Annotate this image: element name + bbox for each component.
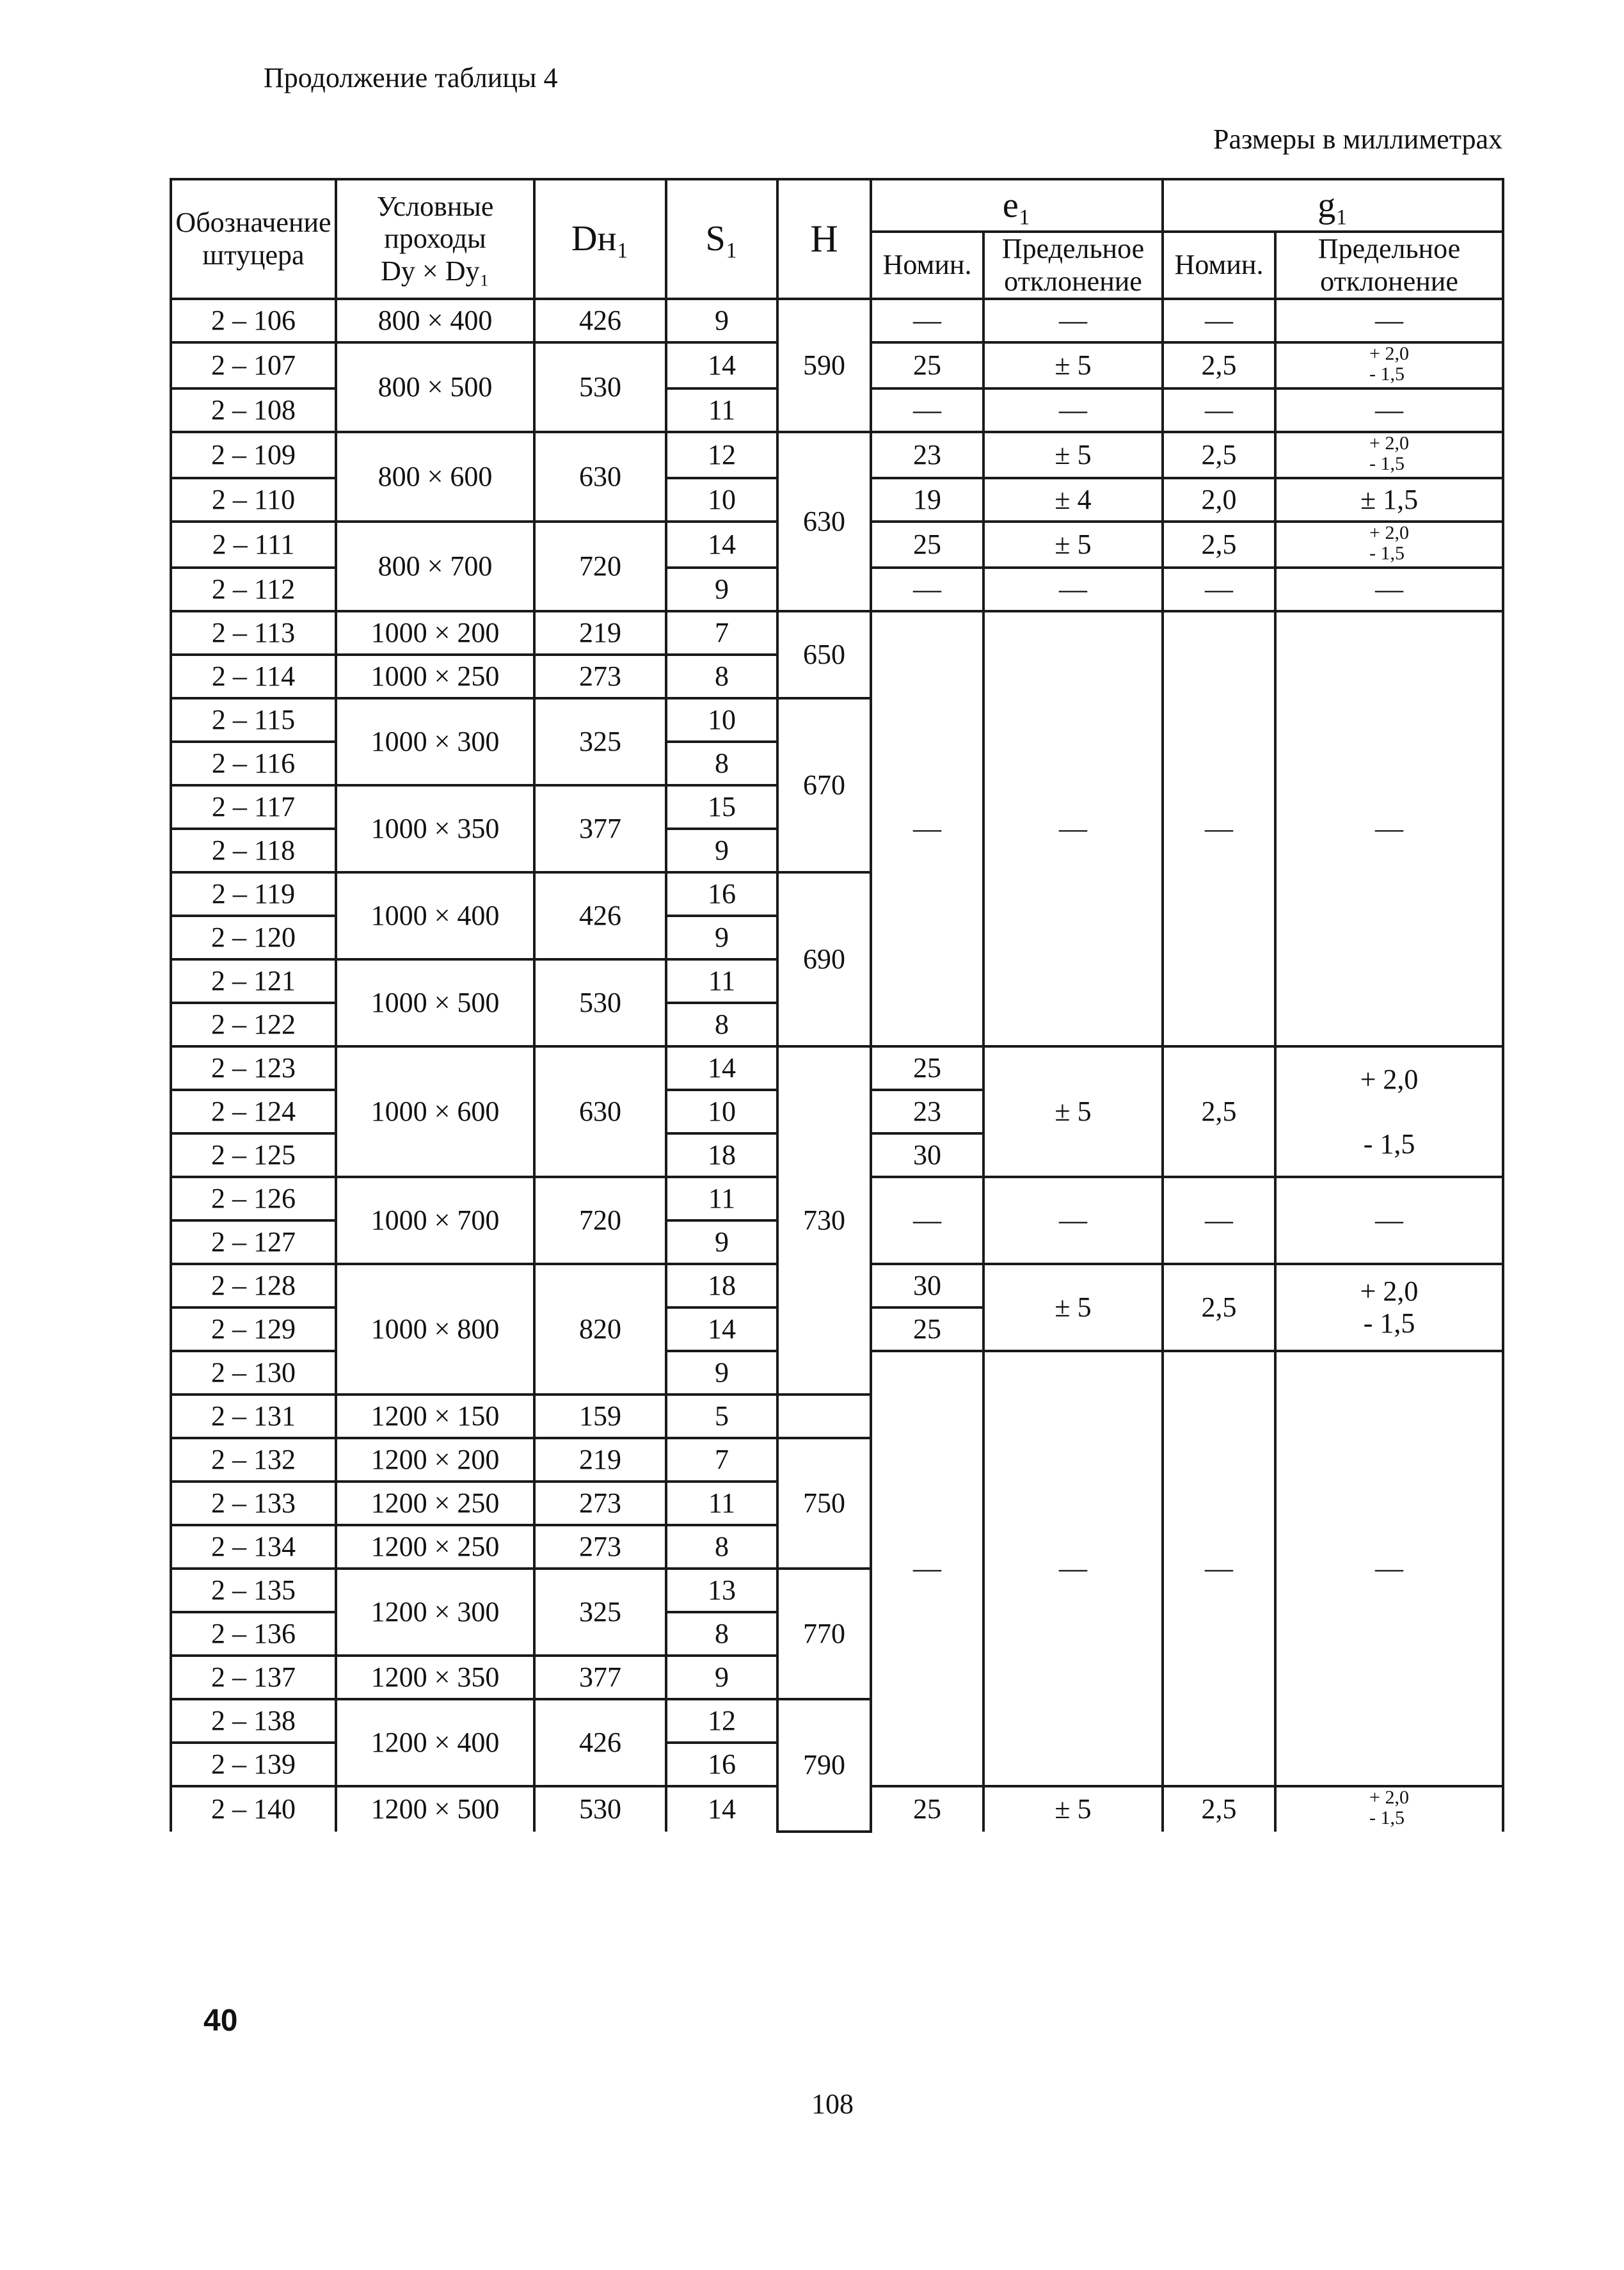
s-cell: 9 [666,299,777,342]
designation-cell: 2 – 126 [171,1177,336,1220]
minus-value: - 1,5 [1363,1307,1415,1339]
g-deviation-cell [1275,1786,1503,1831]
designation-cell: 2 – 108 [171,388,336,432]
header-e: e₁ [871,179,1163,232]
e-nominal-cell: — [871,1177,983,1264]
passes-cell: 1000 × 350 [336,785,534,872]
page-number-left: 40 [203,2004,238,2038]
dn-cell: 426 [534,872,666,959]
passes-cell: 1000 × 250 [336,655,534,698]
minus-value: - 1,5 [1369,363,1405,385]
designation-cell: 2 – 137 [171,1656,336,1699]
passes-cell: 1200 × 350 [336,1656,534,1699]
s-cell: 9 [666,916,777,959]
passes-cell: 1200 × 300 [336,1569,534,1656]
dn-cell: 426 [534,1699,666,1786]
passes-cell: 1000 × 300 [336,698,534,785]
dn-cell: 377 [534,785,666,872]
table-row [171,1046,1503,1090]
dn-cell: 530 [534,1786,666,1831]
g-nominal-cell: — [1163,299,1275,342]
s-cell: 15 [666,785,777,829]
header-h: H [777,179,871,299]
designation-cell: 2 – 134 [171,1525,336,1569]
header-g-deviation: Предельное отклонение [1275,232,1503,299]
plus-value: + 2,0 [1369,343,1409,365]
designation-cell: 2 – 109 [171,432,336,478]
s-cell: 8 [666,1612,777,1656]
g-nominal-cell: — [1163,1177,1275,1264]
designation-cell: 2 – 115 [171,698,336,742]
g-deviation-cell: — [1275,1177,1503,1264]
s-cell: 9 [666,1220,777,1264]
h-cell: 790 [777,1699,871,1831]
h-cell: 770 [777,1569,871,1699]
dn-cell: 720 [534,1177,666,1264]
s-cell: 18 [666,1264,777,1307]
g-deviation-cell [1275,432,1503,478]
e-deviation-cell: ± 5 [983,1046,1163,1177]
s-cell: 11 [666,388,777,432]
s-cell: 5 [666,1395,777,1438]
dn-cell: 377 [534,1656,666,1699]
g-nominal-cell: — [1163,568,1275,611]
s-cell: 8 [666,655,777,698]
passes-cell: 1000 × 200 [336,611,534,655]
designation-cell: 2 – 128 [171,1264,336,1307]
designation-cell: 2 – 123 [171,1046,336,1090]
e-deviation-cell: — [983,1177,1163,1264]
e-deviation-cell: — [983,611,1163,1046]
g-deviation-cell [1275,1264,1503,1351]
dn-cell: 219 [534,611,666,655]
e-nominal-cell: 25 [871,1307,983,1351]
s-cell: 8 [666,742,777,785]
passes-cell: 1000 × 400 [336,872,534,959]
s-cell: 11 [666,1177,777,1220]
plus-value: + 2,0 [1369,433,1409,454]
table-row [171,299,1503,342]
s-cell: 11 [666,1482,777,1525]
dn-cell: 273 [534,1525,666,1569]
e-nominal-cell: 25 [871,342,983,388]
g-deviation-cell: — [1275,1351,1503,1786]
minus-value: - 1,5 [1369,452,1405,474]
e-deviation-cell: ± 5 [983,1786,1163,1831]
designation-cell: 2 – 116 [171,742,336,785]
passes-cell: 1000 × 500 [336,959,534,1046]
header-e-nominal: Номин. [871,232,983,299]
dn-cell: 219 [534,1438,666,1482]
designation-cell: 2 – 113 [171,611,336,655]
s-cell: 13 [666,1569,777,1612]
s-cell: 9 [666,1656,777,1699]
table-row [171,611,1503,655]
dn-cell: 273 [534,1482,666,1525]
passes-cell: 1200 × 400 [336,1699,534,1786]
s-cell: 8 [666,1525,777,1569]
g-nominal-cell: 2,5 [1163,342,1275,388]
designation-cell: 2 – 129 [171,1307,336,1351]
s-cell: 7 [666,611,777,655]
passes-cell: 1200 × 150 [336,1395,534,1438]
g-nominal-cell: 2,0 [1163,478,1275,522]
designation-cell: 2 – 127 [171,1220,336,1264]
s-cell: 16 [666,872,777,916]
s-cell: 16 [666,1743,777,1786]
designation-cell: 2 – 106 [171,299,336,342]
e-nominal-cell: 25 [871,522,983,568]
e-nominal-cell: — [871,611,983,1046]
designation-cell: 2 – 138 [171,1699,336,1743]
minus-value: - 1,5 [1369,1807,1405,1828]
designation-cell: 2 – 110 [171,478,336,522]
e-deviation-cell: ± 5 [983,522,1163,568]
dn-cell: 630 [534,432,666,522]
table-row [171,432,1503,478]
header-dn: Dн₁ [534,179,666,299]
fitting-dimensions-table [170,178,1504,1833]
header-passes [336,179,534,299]
passes-cell: 800 × 600 [336,432,534,522]
designation-cell: 2 – 117 [171,785,336,829]
g-deviation-cell: — [1275,611,1503,1046]
e-nominal-cell: 19 [871,478,983,522]
s-cell: 18 [666,1133,777,1177]
dn-cell: 273 [534,655,666,698]
table-caption: Продолжение таблицы 4 [264,62,558,93]
passes-cell: 1000 × 700 [336,1177,534,1264]
designation-cell: 2 – 111 [171,522,336,568]
e-nominal-cell: — [871,568,983,611]
h-cell: 630 [777,432,871,611]
e-nominal-cell: 23 [871,432,983,478]
s-cell: 14 [666,1046,777,1090]
designation-cell: 2 – 107 [171,342,336,388]
designation-cell: 2 – 136 [171,1612,336,1656]
s-cell: 12 [666,1699,777,1743]
h-cell: 750 [777,1438,871,1569]
designation-cell: 2 – 124 [171,1090,336,1133]
designation-cell: 2 – 132 [171,1438,336,1482]
h-cell: 650 [777,611,871,698]
passes-cell: 1200 × 500 [336,1786,534,1831]
s-cell: 14 [666,1786,777,1831]
designation-cell: 2 – 114 [171,655,336,698]
designation-cell: 2 – 112 [171,568,336,611]
e-nominal-cell: 25 [871,1046,983,1090]
designation-cell: 2 – 135 [171,1569,336,1612]
g-nominal-cell: 2,5 [1163,1046,1275,1177]
s-cell: 7 [666,1438,777,1482]
e-deviation-cell: ± 4 [983,478,1163,522]
e-deviation-cell: ± 5 [983,1264,1163,1351]
minus-value: - 1,5 [1363,1128,1415,1160]
header-designation: Обозначение штуцера [171,179,336,299]
s-cell: 14 [666,1307,777,1351]
e-nominal-cell: 25 [871,1786,983,1831]
g-deviation-cell: — [1275,388,1503,432]
dn-cell: 325 [534,698,666,785]
s-cell: 10 [666,478,777,522]
minus-value: - 1,5 [1369,542,1405,564]
e-nominal-cell: 30 [871,1133,983,1177]
s-cell: 14 [666,342,777,388]
e-deviation-cell: — [983,1351,1163,1786]
s-cell: 12 [666,432,777,478]
e-deviation-cell: — [983,568,1163,611]
header-e-deviation: Предельное отклонение [983,232,1163,299]
page-number-center: 108 [811,2088,854,2120]
designation-cell: 2 – 122 [171,1003,336,1046]
g-nominal-cell: 2,5 [1163,1264,1275,1351]
passes-cell: 1200 × 250 [336,1525,534,1569]
e-nominal-cell: 23 [871,1090,983,1133]
h-cell: 670 [777,698,871,872]
designation-cell: 2 – 133 [171,1482,336,1525]
passes-cell: 1200 × 200 [336,1438,534,1482]
dn-cell: 426 [534,299,666,342]
s-cell: 9 [666,829,777,872]
designation-cell: 2 – 131 [171,1395,336,1438]
passes-cell: 800 × 700 [336,522,534,611]
e-nominal-cell: — [871,299,983,342]
passes-cell: 800 × 500 [336,342,534,432]
dn-cell: 720 [534,522,666,611]
g-deviation-cell: — [1275,299,1503,342]
e-deviation-cell: — [983,388,1163,432]
s-cell: 14 [666,522,777,568]
passes-cell: 1200 × 250 [336,1482,534,1525]
g-deviation-cell [1275,1046,1503,1177]
plus-value: + 2,0 [1360,1063,1419,1095]
passes-cell: 800 × 400 [336,299,534,342]
g-nominal-cell: 2,5 [1163,522,1275,568]
g-nominal-cell: — [1163,611,1275,1046]
g-nominal-cell: 2,5 [1163,1786,1275,1831]
dn-cell: 530 [534,342,666,432]
header-passes-formula: Dy × Dy₁ [381,255,490,287]
s-cell: 9 [666,1351,777,1395]
header-g: g₁ [1163,179,1503,232]
e-deviation-cell: ± 5 [983,432,1163,478]
header-g-nominal: Номин. [1163,232,1275,299]
dn-cell: 325 [534,1569,666,1656]
dn-cell: 159 [534,1395,666,1438]
header-passes-label: Условные проходы [376,190,494,255]
plus-value: + 2,0 [1369,1787,1409,1809]
s-cell: 10 [666,1090,777,1133]
dn-cell: 530 [534,959,666,1046]
passes-cell: 1000 × 600 [336,1046,534,1177]
designation-cell: 2 – 121 [171,959,336,1003]
e-deviation-cell: — [983,299,1163,342]
designation-cell: 2 – 130 [171,1351,336,1395]
s-cell: 11 [666,959,777,1003]
designation-cell: 2 – 139 [171,1743,336,1786]
designation-cell: 2 – 119 [171,872,336,916]
g-deviation-cell: — [1275,568,1503,611]
g-deviation-cell [1275,342,1503,388]
designation-cell: 2 – 118 [171,829,336,872]
designation-cell: 2 – 120 [171,916,336,959]
passes-cell: 1000 × 800 [336,1264,534,1395]
h-cell: 690 [777,872,871,1046]
s-cell: 8 [666,1003,777,1046]
units-note: Размеры в миллиметрах [1213,124,1502,155]
e-nominal-cell: 30 [871,1264,983,1307]
h-cell: 590 [777,299,871,432]
g-nominal-cell: 2,5 [1163,432,1275,478]
designation-cell: 2 – 125 [171,1133,336,1177]
e-deviation-cell: ± 5 [983,342,1163,388]
s-cell: 10 [666,698,777,742]
g-deviation-cell: ± 1,5 [1275,478,1503,522]
h-cell: 730 [777,1046,871,1395]
plus-value: + 2,0 [1369,522,1409,544]
dn-cell: 630 [534,1046,666,1177]
e-nominal-cell: — [871,1351,983,1786]
designation-cell: 2 – 140 [171,1786,336,1831]
g-nominal-cell: — [1163,1351,1275,1786]
e-nominal-cell: — [871,388,983,432]
s-cell: 9 [666,568,777,611]
g-deviation-cell [1275,522,1503,568]
g-nominal-cell: — [1163,388,1275,432]
dn-cell: 820 [534,1264,666,1395]
plus-value: + 2,0 [1360,1275,1419,1307]
header-s: S₁ [666,179,777,299]
